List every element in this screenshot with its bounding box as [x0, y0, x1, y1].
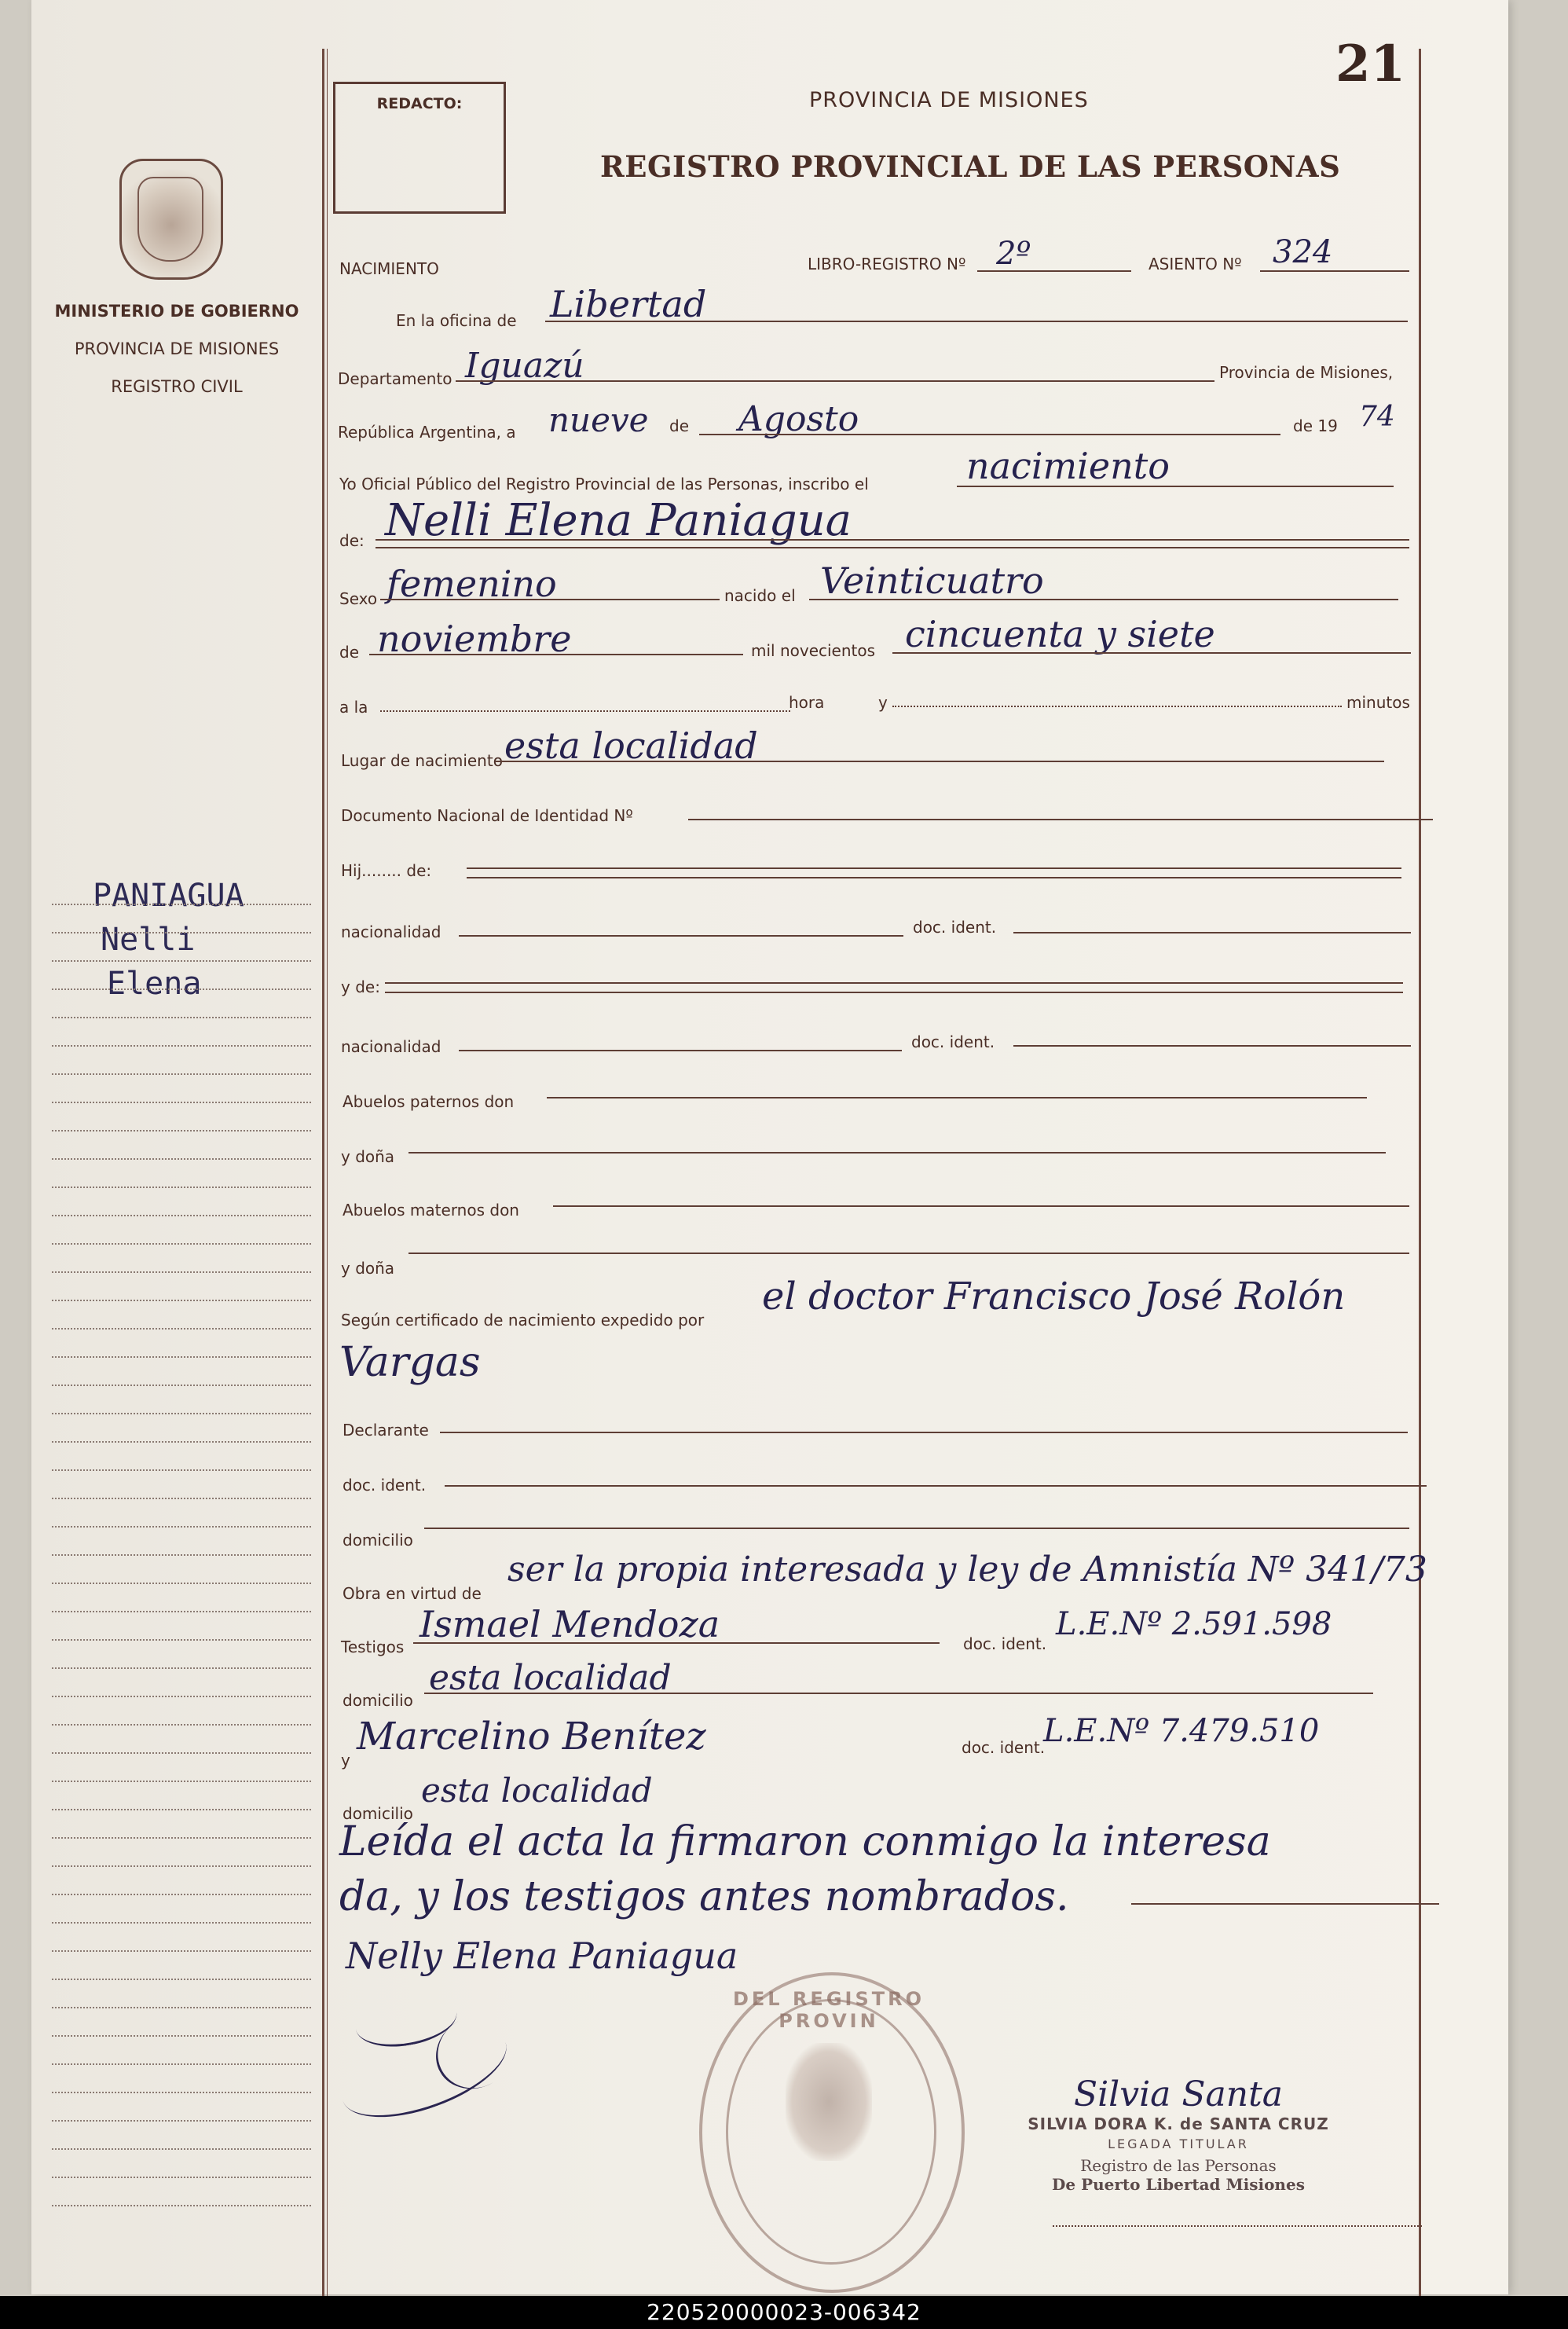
yde-underline	[385, 982, 1403, 984]
birth-year-value: cincuenta y siete	[905, 613, 1215, 655]
ala-label: a la	[339, 698, 368, 717]
lugar-value: esta localidad	[504, 724, 758, 767]
domicilio-2-underline	[424, 1693, 1373, 1694]
testigo2-domicilio: esta localidad	[421, 1771, 653, 1810]
testigo1-underline	[413, 1642, 940, 1644]
abuelos-paternos-underline	[547, 1097, 1367, 1098]
nombre-underline-2	[376, 547, 1409, 548]
month-underline	[699, 434, 1280, 435]
official-stamp	[1021, 2074, 1335, 2194]
minutos-underline	[892, 706, 1342, 707]
de2-label: de:	[339, 531, 365, 550]
yde-underline-2	[385, 992, 1403, 993]
obra-label: Obra en virtud de	[343, 1584, 482, 1603]
nacionalidad-2-label: nacionalidad	[341, 1037, 441, 1056]
departamento-value: Iguazú	[465, 346, 584, 386]
registry-title: REGISTRO PROVINCIAL DE LAS PERSONAS	[600, 149, 1341, 184]
ydona-underline	[408, 1152, 1386, 1153]
y-testigo-label: y	[341, 1751, 350, 1770]
libro-underline	[977, 270, 1131, 272]
oficial-label: Yo Oficial Público del Registro Provincial de las Personas, inscribo el	[339, 475, 869, 493]
sexo-value: femenino	[387, 563, 557, 605]
official-location: De Puerto Libertad Misiones	[1052, 2175, 1305, 2194]
mil-novecientos-label: mil novecientos	[751, 641, 876, 660]
hora-underline	[380, 710, 790, 712]
testigo2-doc-value: L.E.Nº 7.479.510	[1043, 1713, 1320, 1749]
margin-surname: PANIAGUA	[93, 878, 244, 914]
domicilio-3-label: domicilio	[343, 1804, 413, 1823]
stamp-text: DEL REGISTRO PROVIN	[732, 1988, 925, 2032]
official-name: SILVIA DORA K. de SANTA CRUZ	[1028, 2114, 1329, 2133]
yde-label: y de:	[341, 977, 380, 996]
domicilio-underline	[424, 1528, 1409, 1529]
doc-ident-3-underline	[445, 1485, 1427, 1487]
margin-first-name: Nelli	[101, 922, 196, 958]
hij-underline	[467, 867, 1401, 869]
right-border-line	[1419, 49, 1421, 2296]
nombre-value: Nelli Elena Paniagua	[385, 495, 852, 546]
testigo1-doc-value: L.E.Nº 2.591.598	[1056, 1606, 1332, 1642]
province-seal-icon	[119, 159, 223, 280]
official-registry: Registro de las Personas	[1080, 2156, 1277, 2175]
testigos-label: Testigos	[341, 1638, 405, 1656]
domicilio-label: domicilio	[343, 1531, 413, 1550]
asiento-label: ASIENTO Nº	[1149, 255, 1242, 273]
doc-ident-2-underline	[1013, 1045, 1411, 1047]
dni-underline	[688, 819, 1433, 820]
margin-ruled-lines	[52, 904, 311, 2233]
year-label: de 19	[1293, 416, 1338, 435]
dni-label: Documento Nacional de Identidad Nº	[341, 806, 633, 825]
nacionalidad-underline	[459, 935, 903, 937]
registro-civil-line: REGISTRO CIVIL	[111, 377, 243, 396]
hora-label: hora	[789, 693, 825, 712]
bottom-dotted-line	[1053, 2225, 1422, 2227]
official-signature: Silvia Santa	[1073, 2074, 1284, 2114]
departamento-label: Departamento	[338, 369, 452, 388]
doc-ident-underline	[1013, 932, 1411, 933]
testigo1-name: Ismael Mendoza	[419, 1603, 720, 1645]
doc-ident-2-label: doc. ident.	[911, 1032, 995, 1051]
sexo-label: Sexo	[339, 589, 378, 608]
asiento-underline	[1260, 270, 1409, 272]
province-title: PROVINCIA DE MISIONES	[809, 88, 1089, 112]
year-value: 74	[1359, 401, 1395, 433]
testigo1-domicilio: esta localidad	[429, 1658, 672, 1698]
nacido-label: nacido el	[724, 586, 796, 605]
ydona-2-underline	[408, 1253, 1409, 1254]
asiento-value: 324	[1273, 234, 1333, 270]
departamento-underline	[456, 380, 1214, 382]
stamp-emblem-icon	[786, 2043, 872, 2161]
nacido-underline	[809, 599, 1398, 600]
testigo1-doc-label: doc. ident.	[963, 1634, 1047, 1653]
hij-label: Hij........ de:	[341, 861, 432, 880]
nacionalidad-2-underline	[459, 1050, 902, 1051]
certificado-value: el doctor Francisco José Rolón	[762, 1275, 1346, 1319]
birth-year-underline	[892, 652, 1411, 654]
leida-underline	[1131, 1903, 1439, 1905]
lugar-underline	[495, 761, 1384, 762]
libro-value: 2º	[996, 236, 1031, 272]
certificado-value-2: Vargas	[339, 1339, 481, 1386]
domicilio-2-label: domicilio	[343, 1691, 413, 1710]
document-id-bar: 220520000023-006342	[0, 2296, 1568, 2329]
declarante-underline	[440, 1432, 1408, 1433]
libro-label: LIBRO-REGISTRO Nº	[808, 255, 966, 273]
sexo-underline	[380, 599, 720, 600]
republica-label: República Argentina, a	[338, 423, 516, 442]
de-label: de	[669, 416, 689, 435]
ministry-block	[47, 292, 306, 405]
oficial-underline	[957, 486, 1394, 487]
oficina-label: En la oficina de	[396, 311, 517, 330]
month-value: Agosto	[738, 399, 859, 439]
province-line: PROVINCIA DE MISIONES	[74, 339, 280, 358]
official-title: LEGADA TITULAR	[1108, 2136, 1249, 2151]
day-value: nueve	[548, 401, 649, 439]
nacionalidad-label: nacionalidad	[341, 922, 441, 941]
declarante-label: Declarante	[343, 1421, 429, 1440]
doc-ident-3-label: doc. ident.	[343, 1476, 427, 1495]
lugar-label: Lugar de nacimiento	[341, 751, 503, 770]
birth-month-underline	[369, 654, 743, 655]
nombre-underline	[376, 539, 1409, 541]
birth-month-value: noviembre	[377, 618, 572, 660]
interesada-signature: Nelly Elena Paniagua	[346, 1935, 738, 1977]
ministry-line: MINISTERIO DE GOBIERNO	[54, 302, 299, 321]
provincia-label: Provincia de Misiones,	[1219, 363, 1394, 382]
y-label: y	[878, 693, 888, 712]
doc-ident-label: doc. ident.	[913, 918, 997, 937]
margin-second-name: Elena	[107, 966, 202, 1002]
ydona-label: y doña	[341, 1147, 395, 1166]
obra-value: ser la propia interesada y ley de Amnistía Nº 341/73	[507, 1550, 1427, 1590]
redacto-box	[333, 82, 506, 214]
abuelos-paternos-label: Abuelos paternos don	[343, 1092, 515, 1111]
oficina-value: Libertad	[550, 283, 707, 325]
testigo2-name: Marcelino Benítez	[357, 1715, 706, 1759]
oficina-underline	[545, 321, 1408, 322]
oficial-value: nacimiento	[966, 445, 1170, 487]
ydona-2-label: y doña	[341, 1259, 395, 1278]
redacto-label: REDACTO:	[376, 95, 463, 112]
leida-line-1: Leída el acta la firmaron conmigo la interesa	[339, 1818, 1271, 1865]
testigo2-doc-label: doc. ident.	[962, 1738, 1046, 1757]
nacimiento-label: NACIMIENTO	[339, 259, 439, 278]
nacido-value: Veinticuatro	[820, 559, 1044, 602]
abuelos-maternos-label: Abuelos maternos don	[343, 1201, 519, 1220]
left-border-line-inner	[327, 49, 328, 2296]
leida-line-2: da, y los testigos antes nombrados.	[339, 1873, 1069, 1920]
left-border-line	[322, 49, 324, 2296]
certificado-label: Según certificado de nacimiento expedido por	[341, 1311, 705, 1330]
hij-underline-2	[467, 877, 1401, 878]
minutos-label: minutos	[1346, 693, 1410, 712]
abuelos-maternos-underline	[553, 1205, 1409, 1207]
de3-label: de	[339, 643, 359, 662]
page-number: 21	[1335, 35, 1406, 94]
